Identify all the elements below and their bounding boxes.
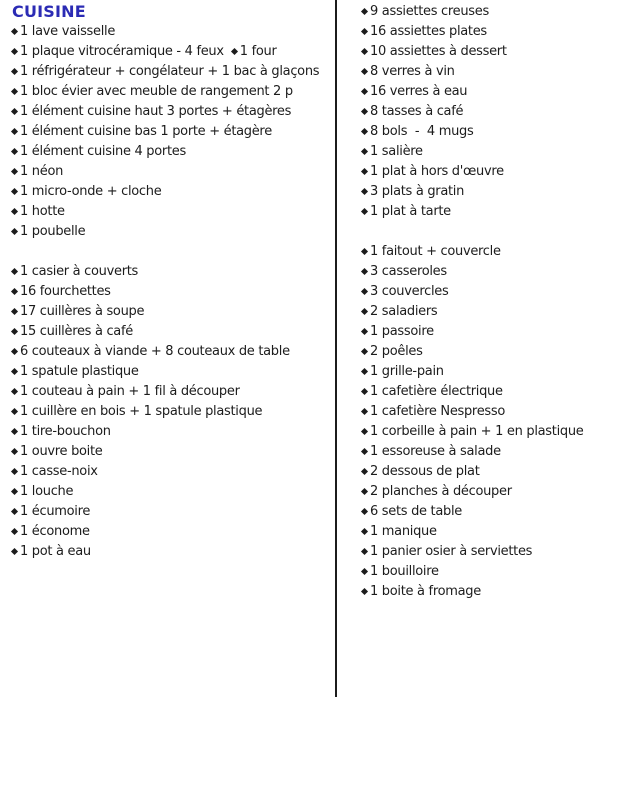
list-item bbox=[362, 382, 630, 402]
list-item bbox=[362, 402, 630, 422]
bullet-icon bbox=[361, 488, 368, 495]
list-item bbox=[12, 322, 332, 342]
list-item bbox=[362, 422, 630, 442]
bullet-icon bbox=[361, 328, 368, 335]
list-item bbox=[362, 582, 630, 602]
bullet-icon bbox=[361, 168, 368, 175]
bullet-icon bbox=[361, 288, 368, 295]
item-text: 2 poêles bbox=[370, 344, 423, 359]
bullet-icon bbox=[11, 208, 18, 215]
list-item bbox=[362, 362, 630, 382]
bullet-icon bbox=[11, 48, 18, 55]
bullet-icon bbox=[11, 428, 18, 435]
item-text: 1 plaque vitrocéramique - 4 feux bbox=[20, 44, 224, 59]
list-item bbox=[12, 82, 332, 102]
list-item bbox=[12, 402, 332, 422]
list-item bbox=[362, 242, 630, 262]
list-item bbox=[12, 142, 332, 162]
item-text: 1 lave vaisselle bbox=[20, 24, 116, 39]
item-text: 6 couteaux à viande + 8 couteaux de table bbox=[20, 344, 290, 359]
item-text: 1 panier osier à serviettes bbox=[370, 544, 533, 559]
bullet-icon bbox=[11, 448, 18, 455]
item-text: 1 boite à fromage bbox=[370, 584, 481, 599]
item-text: 1 néon bbox=[20, 164, 64, 179]
bullet-icon bbox=[11, 148, 18, 155]
list-item bbox=[362, 202, 630, 222]
list-item bbox=[362, 482, 630, 502]
list-item bbox=[362, 42, 630, 62]
bullet-icon bbox=[11, 488, 18, 495]
bullet-icon bbox=[361, 128, 368, 135]
item-text: 1 salière bbox=[370, 144, 423, 159]
item-text: 1 cafetière électrique bbox=[370, 384, 503, 399]
list-item bbox=[362, 522, 630, 542]
bullet-icon bbox=[11, 228, 18, 235]
item-text: 1 grille-pain bbox=[370, 364, 444, 379]
item-text: 1 micro-onde + cloche bbox=[20, 184, 162, 199]
item-text: 1 plat à hors d'œuvre bbox=[370, 164, 504, 179]
left-item-list bbox=[12, 22, 332, 562]
list-item bbox=[12, 462, 332, 482]
bullet-icon bbox=[361, 548, 368, 555]
item-text: 16 fourchettes bbox=[20, 284, 111, 299]
item-text: 1 passoire bbox=[370, 324, 434, 339]
list-item bbox=[362, 562, 630, 582]
bullet-icon bbox=[361, 588, 368, 595]
bullet-icon bbox=[361, 448, 368, 455]
list-item bbox=[362, 2, 630, 22]
item-text: 3 plats à gratin bbox=[370, 184, 465, 199]
item-text: 1 cuillère en bois + 1 spatule plastique bbox=[20, 404, 263, 419]
blank-line bbox=[12, 242, 332, 262]
bullet-icon bbox=[11, 128, 18, 135]
item-text: 8 verres à vin bbox=[370, 64, 455, 79]
list-item bbox=[12, 202, 332, 222]
left-column bbox=[12, 2, 332, 562]
item-text: 1 casier à couverts bbox=[20, 264, 139, 279]
list-item bbox=[362, 22, 630, 42]
bullet-icon bbox=[361, 208, 368, 215]
column-divider-line bbox=[335, 0, 337, 697]
bullet-icon bbox=[361, 28, 368, 35]
bullet-icon bbox=[11, 348, 18, 355]
bullet-icon bbox=[361, 268, 368, 275]
item-text: 10 assiettes à dessert bbox=[370, 44, 507, 59]
item-text: 16 assiettes plates bbox=[370, 24, 487, 39]
list-item bbox=[12, 282, 332, 302]
list-item bbox=[362, 142, 630, 162]
item-text: 1 réfrigérateur + congélateur + 1 bac à glaçons bbox=[20, 64, 320, 79]
item-text: 17 cuillères à soupe bbox=[20, 304, 145, 319]
list-item bbox=[362, 302, 630, 322]
item-text: 9 assiettes creuses bbox=[370, 4, 489, 19]
bullet-icon bbox=[11, 28, 18, 35]
list-item bbox=[12, 362, 332, 382]
item-text: 2 planches à découper bbox=[370, 484, 512, 499]
item-text: 1 spatule plastique bbox=[20, 364, 139, 379]
bullet-icon bbox=[361, 408, 368, 415]
list-item bbox=[12, 522, 332, 542]
item-text: 8 bols - 4 mugs bbox=[370, 124, 474, 139]
list-item bbox=[362, 182, 630, 202]
item-text: 1 bouilloire bbox=[370, 564, 439, 579]
list-item bbox=[12, 442, 332, 462]
bullet-icon bbox=[11, 508, 18, 515]
bullet-icon bbox=[11, 548, 18, 555]
item-text: 1 tire-bouchon bbox=[20, 424, 111, 439]
item-text: 1 essoreuse à salade bbox=[370, 444, 501, 459]
item-text: 1 hotte bbox=[20, 204, 65, 219]
bullet-icon bbox=[11, 168, 18, 175]
item-text: 1 faitout + couvercle bbox=[370, 244, 501, 259]
list-item bbox=[362, 62, 630, 82]
bullet-icon bbox=[361, 8, 368, 15]
bullet-icon bbox=[361, 308, 368, 315]
bullet-icon bbox=[361, 508, 368, 515]
list-item bbox=[362, 442, 630, 462]
list-item bbox=[362, 82, 630, 102]
bullet-icon bbox=[361, 348, 368, 355]
item-text: 1 couteau à pain + 1 fil à découper bbox=[20, 384, 240, 399]
bullet-icon bbox=[361, 48, 368, 55]
list-item bbox=[12, 22, 332, 42]
list-item bbox=[12, 182, 332, 202]
bullet-icon bbox=[361, 428, 368, 435]
list-item bbox=[12, 302, 332, 322]
item-text: 1 bloc évier avec meuble de rangement 2 p bbox=[20, 84, 293, 99]
item-text: 3 couvercles bbox=[370, 284, 449, 299]
bullet-icon bbox=[231, 48, 238, 55]
item-text: 1 ouvre boite bbox=[20, 444, 103, 459]
item-text: 1 pot à eau bbox=[20, 544, 91, 559]
list-item bbox=[362, 262, 630, 282]
bullet-icon bbox=[11, 468, 18, 475]
bullet-icon bbox=[361, 468, 368, 475]
item-text: 1 four bbox=[239, 44, 277, 59]
item-text: 1 élément cuisine 4 portes bbox=[20, 144, 186, 159]
item-text: 3 casseroles bbox=[370, 264, 447, 279]
item-text: 1 manique bbox=[370, 524, 437, 539]
item-text: 1 élément cuisine haut 3 portes + étagères bbox=[20, 104, 292, 119]
list-item bbox=[12, 502, 332, 522]
item-text: 1 plat à tarte bbox=[370, 204, 451, 219]
list-item bbox=[12, 382, 332, 402]
item-text: 2 saladiers bbox=[370, 304, 438, 319]
right-column bbox=[362, 2, 630, 602]
list-item bbox=[362, 342, 630, 362]
bullet-icon bbox=[361, 248, 368, 255]
bullet-icon bbox=[11, 368, 18, 375]
bullet-icon bbox=[11, 88, 18, 95]
bullet-icon bbox=[11, 328, 18, 335]
bullet-icon bbox=[11, 288, 18, 295]
item-text: 1 élément cuisine bas 1 porte + étagère bbox=[20, 124, 272, 139]
list-item bbox=[12, 102, 332, 122]
list-item bbox=[12, 42, 332, 62]
bullet-icon bbox=[361, 368, 368, 375]
bullet-icon bbox=[11, 388, 18, 395]
item-text: 1 casse-noix bbox=[20, 464, 98, 479]
bullet-icon bbox=[361, 528, 368, 535]
bullet-icon bbox=[361, 568, 368, 575]
item-text: 1 poubelle bbox=[20, 224, 86, 239]
list-item bbox=[362, 542, 630, 562]
list-item bbox=[12, 222, 332, 242]
bullet-icon bbox=[11, 268, 18, 275]
list-item bbox=[12, 542, 332, 562]
list-item bbox=[12, 162, 332, 182]
item-text: 6 sets de table bbox=[370, 504, 462, 519]
right-item-list bbox=[362, 2, 630, 602]
bullet-icon bbox=[361, 68, 368, 75]
item-text: 1 louche bbox=[20, 484, 74, 499]
list-item bbox=[12, 62, 332, 82]
bullet-icon bbox=[361, 388, 368, 395]
list-item bbox=[362, 462, 630, 482]
bullet-icon bbox=[11, 308, 18, 315]
item-text: 15 cuillères à café bbox=[20, 324, 133, 339]
list-item bbox=[12, 122, 332, 142]
item-text: 16 verres à eau bbox=[370, 84, 468, 99]
bullet-icon bbox=[361, 148, 368, 155]
page-title: CUISINE bbox=[12, 2, 86, 21]
list-item bbox=[362, 322, 630, 342]
bullet-icon bbox=[11, 188, 18, 195]
bullet-icon bbox=[11, 408, 18, 415]
blank-line bbox=[362, 222, 630, 242]
bullet-icon bbox=[11, 528, 18, 535]
list-item bbox=[12, 422, 332, 442]
list-item bbox=[362, 502, 630, 522]
list-item bbox=[362, 122, 630, 142]
item-text: 2 dessous de plat bbox=[370, 464, 480, 479]
bullet-icon bbox=[361, 88, 368, 95]
bullet-icon bbox=[11, 68, 18, 75]
list-item bbox=[12, 342, 332, 362]
bullet-icon bbox=[361, 108, 368, 115]
list-item bbox=[362, 162, 630, 182]
item-text: 8 tasses à café bbox=[370, 104, 464, 119]
list-item bbox=[362, 102, 630, 122]
item-text: 1 corbeille à pain + 1 en plastique bbox=[370, 424, 584, 439]
list-item bbox=[12, 482, 332, 502]
item-text: 1 économe bbox=[20, 524, 90, 539]
bullet-icon bbox=[361, 188, 368, 195]
list-item bbox=[12, 262, 332, 282]
item-text: 1 écumoire bbox=[20, 504, 91, 519]
list-item bbox=[362, 282, 630, 302]
item-text: 1 cafetière Nespresso bbox=[370, 404, 505, 419]
bullet-icon bbox=[11, 108, 18, 115]
